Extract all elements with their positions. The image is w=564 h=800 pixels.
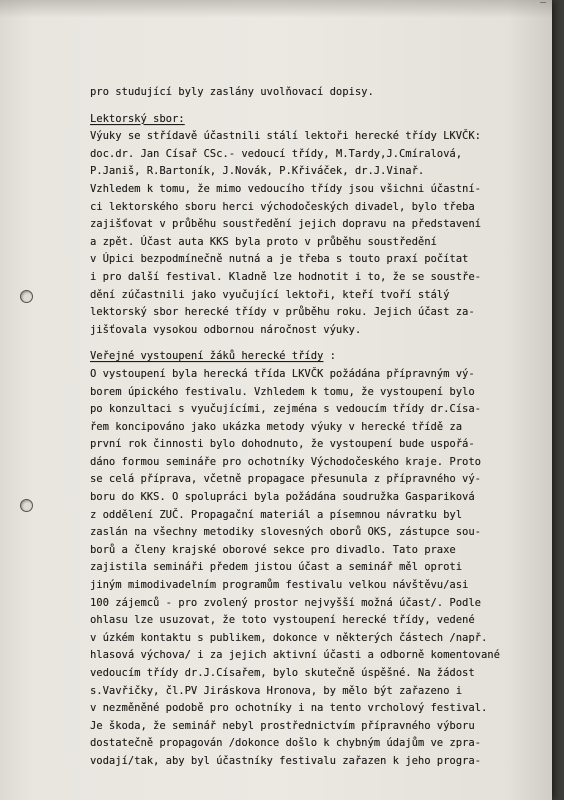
text-line: borem úpického festivalu. Vzhledem k tomu, že vystoupení bylo: [90, 385, 475, 398]
text-line: v Úpici bezpodmínečně nutná a je třeba s touto praxí počítat: [90, 253, 469, 266]
text-line: zajistila semináři předem jistou účast a seminář měl oproti: [90, 561, 463, 574]
heading-suffix: :: [323, 350, 336, 363]
text-line: ohlasu lze usuzovat, že toto vystoupení herecké třídy, vedené: [90, 614, 475, 627]
text-line: v úzkém kontaktu s publikem, dokonce v některých částech /např.: [90, 631, 488, 644]
spacer: [90, 339, 550, 348]
text-line: první rok činnosti bylo dohodnuto, že vystoupení bude uspořá-: [90, 438, 475, 451]
text-line: i pro další festival. Kladně lze hodnotit i to, že se soustře-: [90, 270, 481, 283]
text-line: v nezměněné podobě pro ochotníky i na tento vrcholový festival.: [90, 702, 488, 715]
text-line: se celá příprava, včetně propagace přesunula z přípravného vý-: [90, 473, 481, 486]
text-line: Vzhledem k tomu, že mimo vedoucího třídy jsou všichni účastní-: [90, 182, 481, 195]
text-line: doc.dr. Jan Císař CSc.- vedoucí třídy, M.Tardy,J.Cmíralová,: [90, 147, 463, 160]
heading-text: Lektorský sbor:: [90, 112, 185, 125]
text-line: vodají/tak, aby byl účastníky festivalu zařazen k jeho progra-: [90, 754, 481, 767]
text-line: a zpět. Účast auta KKS byla proto v průběhu soustředění: [90, 235, 437, 248]
text-line: řem koncipováno jako ukázka metody výuky v herecké třídě za: [90, 420, 463, 433]
section-heading-lecturers: [90, 111, 550, 129]
text-line: dostatečně propagován /dokonce došlo k chybným údajům ve zpra-: [90, 737, 481, 750]
text-line: O vystoupení byla herecká třída LKVČK požádána přípravným vý-: [90, 367, 475, 380]
intro-line: pro studující byly zaslány uvolňovací dopisy.: [90, 86, 374, 98]
text-line: 100 zájemců - pro zvolený prostor nejvyšší možná účast/. Podle: [90, 596, 481, 609]
text-line: zaslán na všechny metodiky slovesných oborů OKS, zástupce sou-: [90, 526, 481, 539]
text-line: dění zúčastnili jako vyučující lektoři, kteří tvoří stálý: [90, 288, 450, 301]
text-line: po konzultaci s vyučujícími, zejména s vedoucím třídy dr.Císa-: [90, 403, 481, 416]
page-top-shadow: [0, 0, 552, 18]
typewritten-text: [90, 84, 550, 771]
text-line: zajišťovat v průběhu soustředění jejich dopravu na představení: [90, 218, 481, 231]
heading-text: Veřejné vystoupení žáků herecké třídy: [90, 350, 324, 363]
text-line: hlasová výchova/ i za jejich aktivní účasti a odborně komentované: [90, 649, 500, 662]
corner-mark: [540, 2, 546, 9]
text-line: ci lektorského sboru herci východočeských divadel, bylo třeba: [90, 200, 475, 213]
text-line: vedoucím třídy dr.J.Císařem, bylo skutečně úspěšné. Na žádost: [90, 667, 475, 679]
text-line: borů a členy krajské oborové sekce pro divadlo. Tato praxe: [90, 543, 456, 556]
text-line: Výuky se střídavě účastnili stálí lektoři herecké třídy LKVČK:: [90, 130, 481, 143]
section-lecturers-body: [90, 128, 550, 339]
punch-hole-top: [20, 290, 33, 303]
text-line: Je škoda, že seminář nebyl prostřednictvím přípravného výboru: [90, 719, 475, 732]
section-heading-performance: [90, 348, 550, 366]
text-line: jiným mimodivadelním programům festivalu velkou návštěvu/asi: [90, 579, 469, 592]
text-line: P.Janiš, R.Bartoník, J.Novák, P.Křiváček, dr.J.Vinař.: [90, 165, 425, 178]
text-line: lektorský sbor herecké třídy v průběhu roku. Jejich účast za-: [90, 306, 475, 319]
text-line: jišťovala vysokou odbornou náročnost výuky.: [90, 323, 362, 336]
text-line: boru do KKS. O spolupráci byla požádána soudružka Gaspariková: [90, 491, 475, 504]
spacer: [90, 102, 550, 111]
text-line: s.Vavřičky, čl.PV Jiráskova Hronova, by mělo být zařazeno i: [90, 684, 463, 697]
text-line: dáno formou semináře pro ochotníky Východočeského kraje. Proto: [90, 455, 481, 468]
punch-hole-bottom: [20, 499, 33, 512]
text-line: z oddělení ZUČ. Propagační materiál a písemnou návratku byl: [90, 508, 463, 521]
section-performance-body: [90, 366, 550, 771]
